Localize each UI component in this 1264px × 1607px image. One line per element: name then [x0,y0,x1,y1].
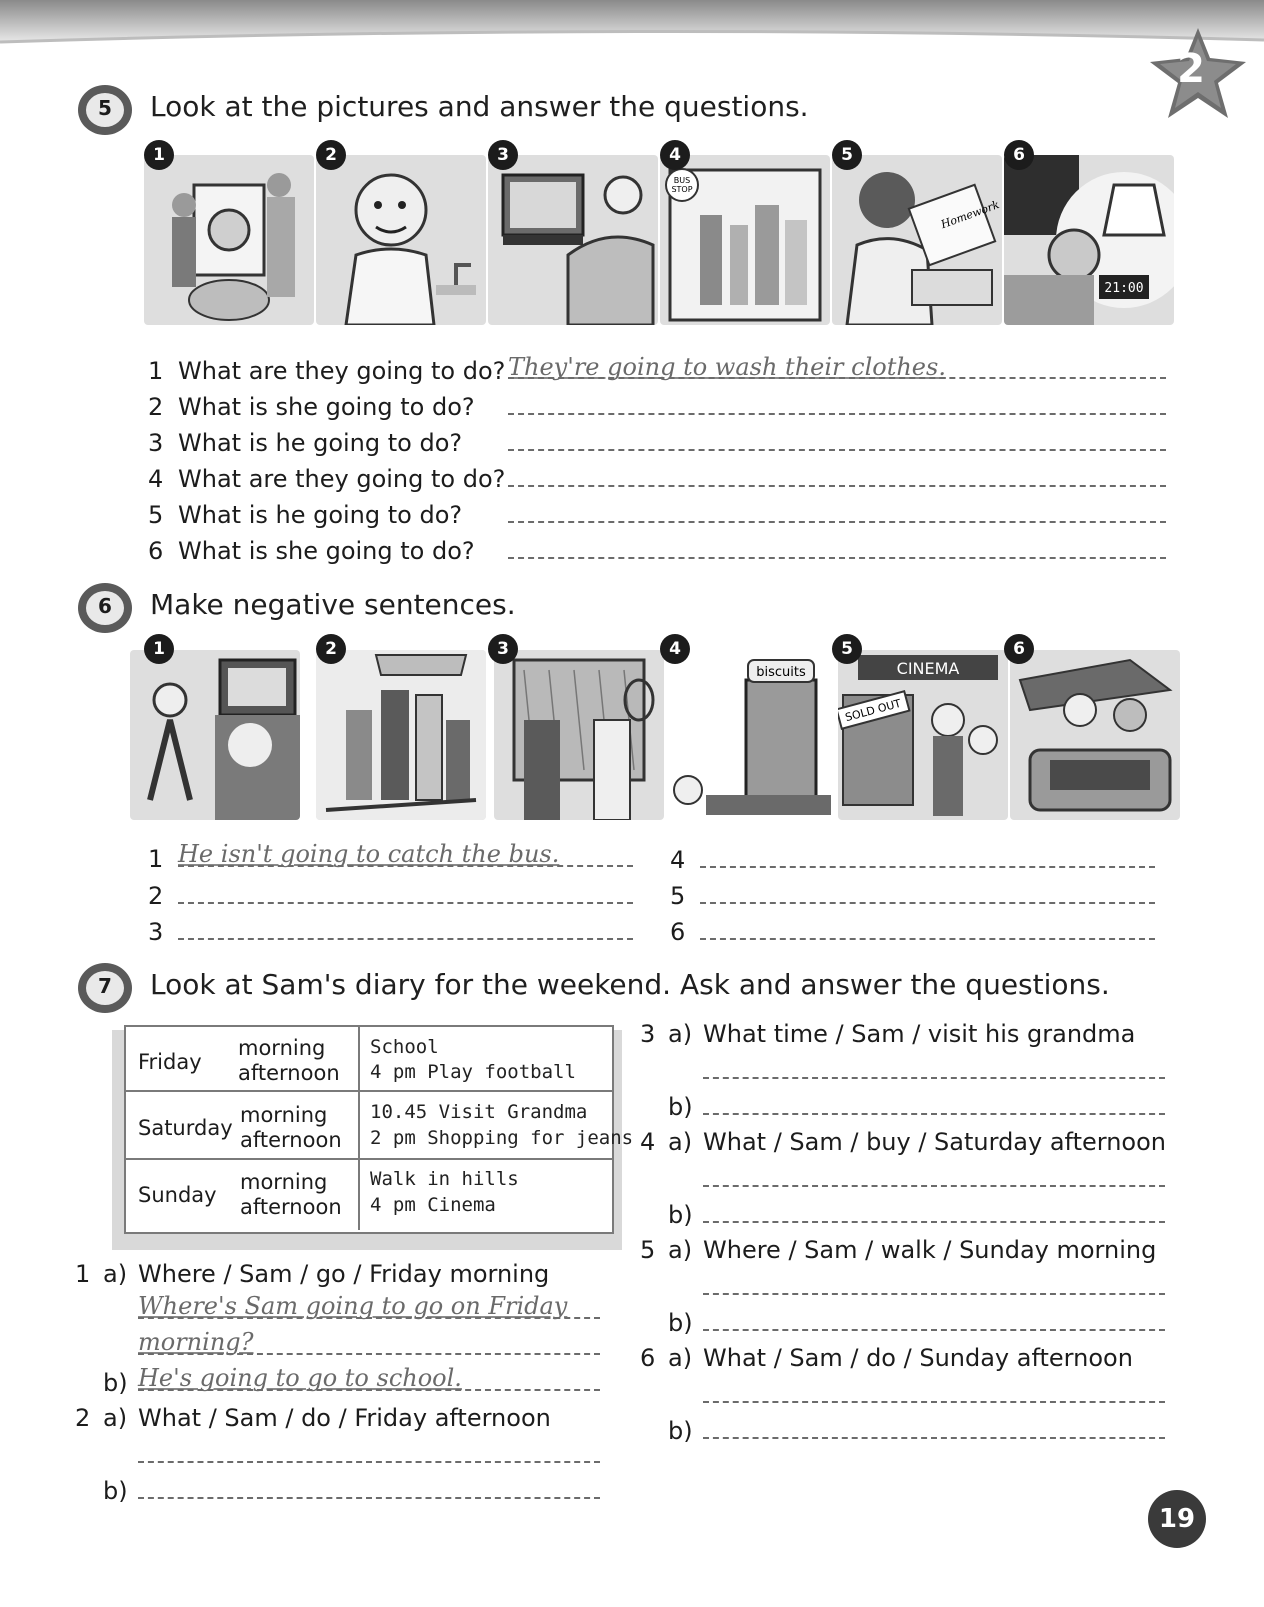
question-number: 5 [148,501,164,529]
diary-divider [126,1090,612,1092]
line-number: 1 [148,845,164,873]
question-number: 4 [148,465,164,493]
answer-line[interactable] [508,485,1166,487]
diary-day: Sunday [138,1183,217,1207]
item-question: What / Sam / do / Friday afternoon [138,1404,551,1432]
question-number: 1 [148,357,164,385]
item-b-label: b) [668,1309,693,1337]
question-text: What is she going to do? [178,393,475,421]
line-number: 2 [148,882,164,910]
item-question: What time / Sam / visit his grandma [703,1020,1136,1048]
picture-number: 6 [1004,140,1034,170]
picture-rain-tennis [494,650,664,820]
item-b-label: b) [668,1093,693,1121]
diary-entry: 4 pm Play football [370,1061,576,1083]
answer-line[interactable] [508,449,1166,451]
homework-note: Homework [939,198,1002,232]
item-a-label: a) [668,1236,693,1264]
picture-skiing [316,650,486,820]
question-text: What are they going to do? [178,357,506,385]
answer-line[interactable] [700,866,1155,868]
picture-number: 6 [1004,634,1034,664]
picture-number: 4 [660,140,690,170]
picture-watching-tv [488,155,658,325]
picture-car-boot [1010,650,1180,820]
item-b-label: b) [668,1201,693,1229]
item-question: Where / Sam / walk / Sunday morning [703,1236,1157,1264]
exercise-title: Look at Sam's diary for the weekend. Ask and answer the questions. [150,968,1110,1001]
answer-line[interactable] [703,1221,1165,1223]
picture-going-to-bed [1004,155,1174,325]
diary-time: afternoon [240,1195,342,1219]
diary-time: morning [238,1036,326,1060]
answer-text[interactable]: He's going to go to school. [138,1364,462,1392]
question-number: 6 [148,537,164,565]
item-b-label: b) [103,1477,128,1505]
biscuits-jar-label: biscuits [756,665,806,680]
question-text: What is he going to do? [178,501,463,529]
question-number: 3 [148,429,164,457]
item-question: Where / Sam / go / Friday morning [138,1260,550,1288]
answer-line[interactable] [178,865,633,867]
picture-number: 1 [144,634,174,664]
line-number: 6 [670,918,686,946]
header-band [0,0,1264,70]
answer-line[interactable] [508,377,1166,379]
picture-doing-homework [832,155,1002,325]
picture-brushing-teeth [316,155,486,325]
answer-line[interactable] [703,1113,1165,1115]
diary-entry: School [370,1036,439,1058]
answer-line[interactable] [700,938,1155,940]
item-question: What / Sam / buy / Saturday afternoon [703,1128,1166,1156]
answer-line[interactable] [703,1401,1165,1403]
picture-biscuits-cupboard [666,650,836,820]
item-number: 2 [75,1404,91,1432]
answer-line[interactable] [703,1329,1165,1331]
picture-number: 5 [832,634,862,664]
item-number: 4 [640,1128,656,1156]
answer-line[interactable] [138,1461,600,1463]
item-question: What / Sam / do / Sunday afternoon [703,1344,1133,1372]
answer-line[interactable] [178,938,633,940]
answer-line[interactable] [703,1293,1165,1295]
picture-cinema-sold-out [838,650,1008,820]
picture-number: 3 [488,634,518,664]
item-a-label: a) [103,1404,128,1432]
answer-text[interactable]: Where's Sam going to go on Friday [138,1292,568,1320]
question-number: 2 [148,393,164,421]
picture-number: 2 [316,634,346,664]
exercise-number: 5 [98,96,112,120]
picture-washing-clothes [144,155,314,325]
diary-entry: 10.45 Visit Grandma [370,1101,588,1123]
answer-text[interactable]: They're going to wash their clothes. [508,353,946,381]
answer-line[interactable] [508,413,1166,415]
answer-line[interactable] [138,1389,600,1391]
item-a-label: a) [668,1020,693,1048]
item-number: 6 [640,1344,656,1372]
picture-number: 3 [488,140,518,170]
answer-text[interactable]: He isn't going to catch the bus. [178,840,560,868]
item-b-label: b) [103,1369,128,1397]
diary-time: morning [240,1170,328,1194]
answer-line[interactable] [703,1437,1165,1439]
diary-divider [358,1027,360,1230]
exercise-title: Look at the pictures and answer the questions. [150,90,809,123]
exercise-number: 6 [98,594,112,618]
picture-number: 1 [144,140,174,170]
diary-time: afternoon [240,1128,342,1152]
picture-bus-stop [660,155,830,325]
diary-entry: Walk in hills [370,1168,519,1190]
diary-day: Friday [138,1050,202,1074]
item-a-label: a) [668,1344,693,1372]
item-b-label: b) [668,1417,693,1445]
diary-divider [126,1158,612,1160]
item-number: 1 [75,1260,91,1288]
cinema-sign: CINEMA [896,659,960,678]
answer-line[interactable] [138,1497,600,1499]
question-text: What are they going to do? [178,465,506,493]
question-text: What is he going to do? [178,429,463,457]
answer-line[interactable] [508,521,1166,523]
answer-line[interactable] [508,557,1166,559]
answer-line[interactable] [138,1317,600,1319]
diary-entry: 2 pm Shopping for jeans [370,1127,634,1149]
picture-number: 2 [316,140,346,170]
clock-display: 21:00 [1104,281,1144,296]
answer-text[interactable]: morning? [138,1328,254,1356]
answer-line[interactable] [703,1077,1165,1079]
picture-missing-bus [130,650,300,820]
svg-text:STOP: STOP [671,185,693,194]
question-text: What is she going to do? [178,537,475,565]
page-number: 19 [1148,1490,1206,1548]
sold-out-sign: SOLD OUT [843,696,903,725]
answer-line[interactable] [703,1185,1165,1187]
bus-stop-sign-text: BUS [673,176,691,185]
item-number: 5 [640,1236,656,1264]
unit-number: 2 [1177,46,1205,92]
diary-day: Saturday [138,1116,233,1140]
item-number: 3 [640,1020,656,1048]
line-number: 5 [670,882,686,910]
item-a-label: a) [103,1260,128,1288]
line-number: 3 [148,918,164,946]
diary-entry: 4 pm Cinema [370,1194,496,1216]
answer-line[interactable] [700,902,1155,904]
item-a-label: a) [668,1128,693,1156]
answer-line[interactable] [178,902,633,904]
diary-time: afternoon [238,1061,340,1085]
picture-number: 5 [832,140,862,170]
picture-number: 4 [660,634,690,664]
diary-time: morning [240,1103,328,1127]
exercise-number: 7 [98,974,112,998]
exercise-title: Make negative sentences. [150,588,516,621]
line-number: 4 [670,846,686,874]
answer-line[interactable] [138,1353,600,1355]
